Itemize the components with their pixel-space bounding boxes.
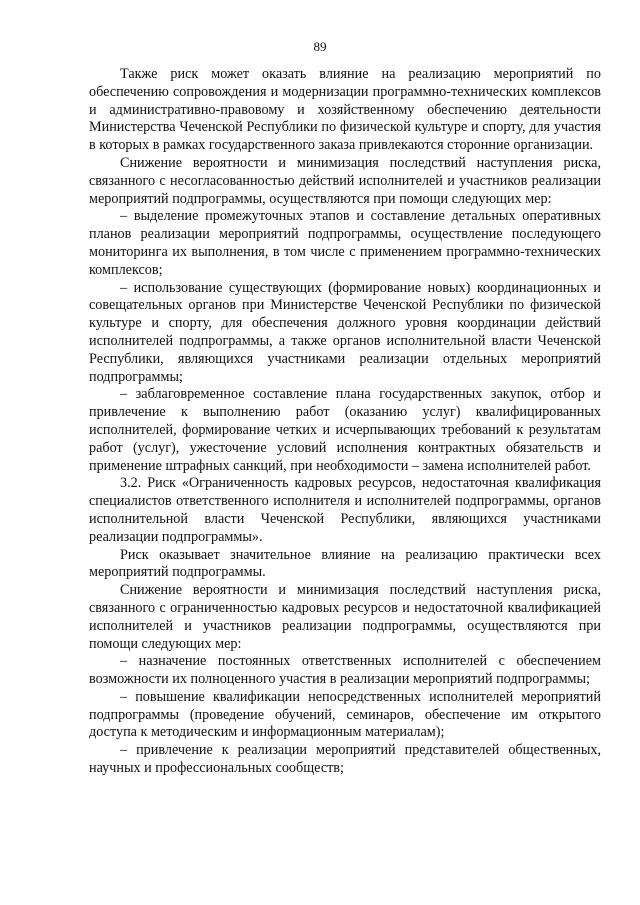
list-item-qualification: – повышение квалификации непосредственных исполнителей мероприятий подпрограммы (проведение обучений, семинаров, обеспечение им открытого доступа к методическим и информационным материалам); [89,688,601,741]
list-item-intermediate-stages: – выделение промежуточных этапов и составление детальных оперативных планов реализации мероприятий подпрограммы, осуществление последующего мониторинга их выполнения, в том числе с применением программно-технических комплексов; [89,208,601,278]
list-item-community-involvement: – привлечение к реализации мероприятий представителей общественных, научных и профессиональных сообществ; [89,742,601,777]
paragraph-risk-impact: Риск оказывает значительное влияние на реализацию практически всех мероприятий подпрограммы. [89,546,601,581]
document-body [89,66,601,778]
list-item-permanent-executors: – назначение постоянных ответственных исполнителей с обеспечением возможности их полноценного участия в реализации мероприятий подпрограммы; [89,653,601,688]
list-item-coordination-bodies: – использование существующих (формирование новых) координационных и совещательных органов при Министерстве Чеченской Республики по физической культуре и спорту, для обеспечения должного уровня координации действий исполнителей подпрограммы, а также органов исполнительной власти Чеченской Республики, являющихся участниками реализации отдельных мероприятий подпрограммы; [89,279,601,385]
page-number: 89 [313,39,327,54]
paragraph-risk-influence: Также риск может оказать влияние на реализацию мероприятий по обеспечению сопровождения и модернизации программно-технических комплексов и административно-правовому и хозяйственному обеспечению деятельности Министерства Чеченской Республики по физической культуре и спорту, для участия в которых в рамках государственного заказа привлекаются сторонние организации. [89,66,601,154]
paragraph-mitigation-coordination-intro: Снижение вероятности и минимизация последствий наступления риска, связанного с несогласованностью действий исполнителей и участников реализации мероприятий подпрограммы, осуществляются при помощи следующих мер: [89,154,601,207]
paragraph-mitigation-staffing-intro: Снижение вероятности и минимизация последствий наступления риска, связанного с ограниченностью кадровых ресурсов и недостаточной квалификацией исполнителей и участников реализации подпрограммы, осуществляются при помощи следующих мер: [89,582,601,652]
list-item-procurement-plan: – заблаговременное составление плана государственных закупок, отбор и привлечение к выполнению работ (оказанию услуг) квалифицированных исполнителей, формирование четких и исчерпывающих требований к результатам работ (услуг), ужесточение условий исполнения контрактных обязательств и применение штрафных санкций, при необходимости – замена исполнителей работ. [89,386,601,474]
paragraph-risk-3-2: 3.2. Риск «Ограниченность кадровых ресурсов, недостаточная квалификация специалистов ответственного исполнителя и исполнителей подпрограммы, органов исполнительной власти Чеченской Республики, являющихся участниками реализации подпрограммы». [89,475,601,545]
